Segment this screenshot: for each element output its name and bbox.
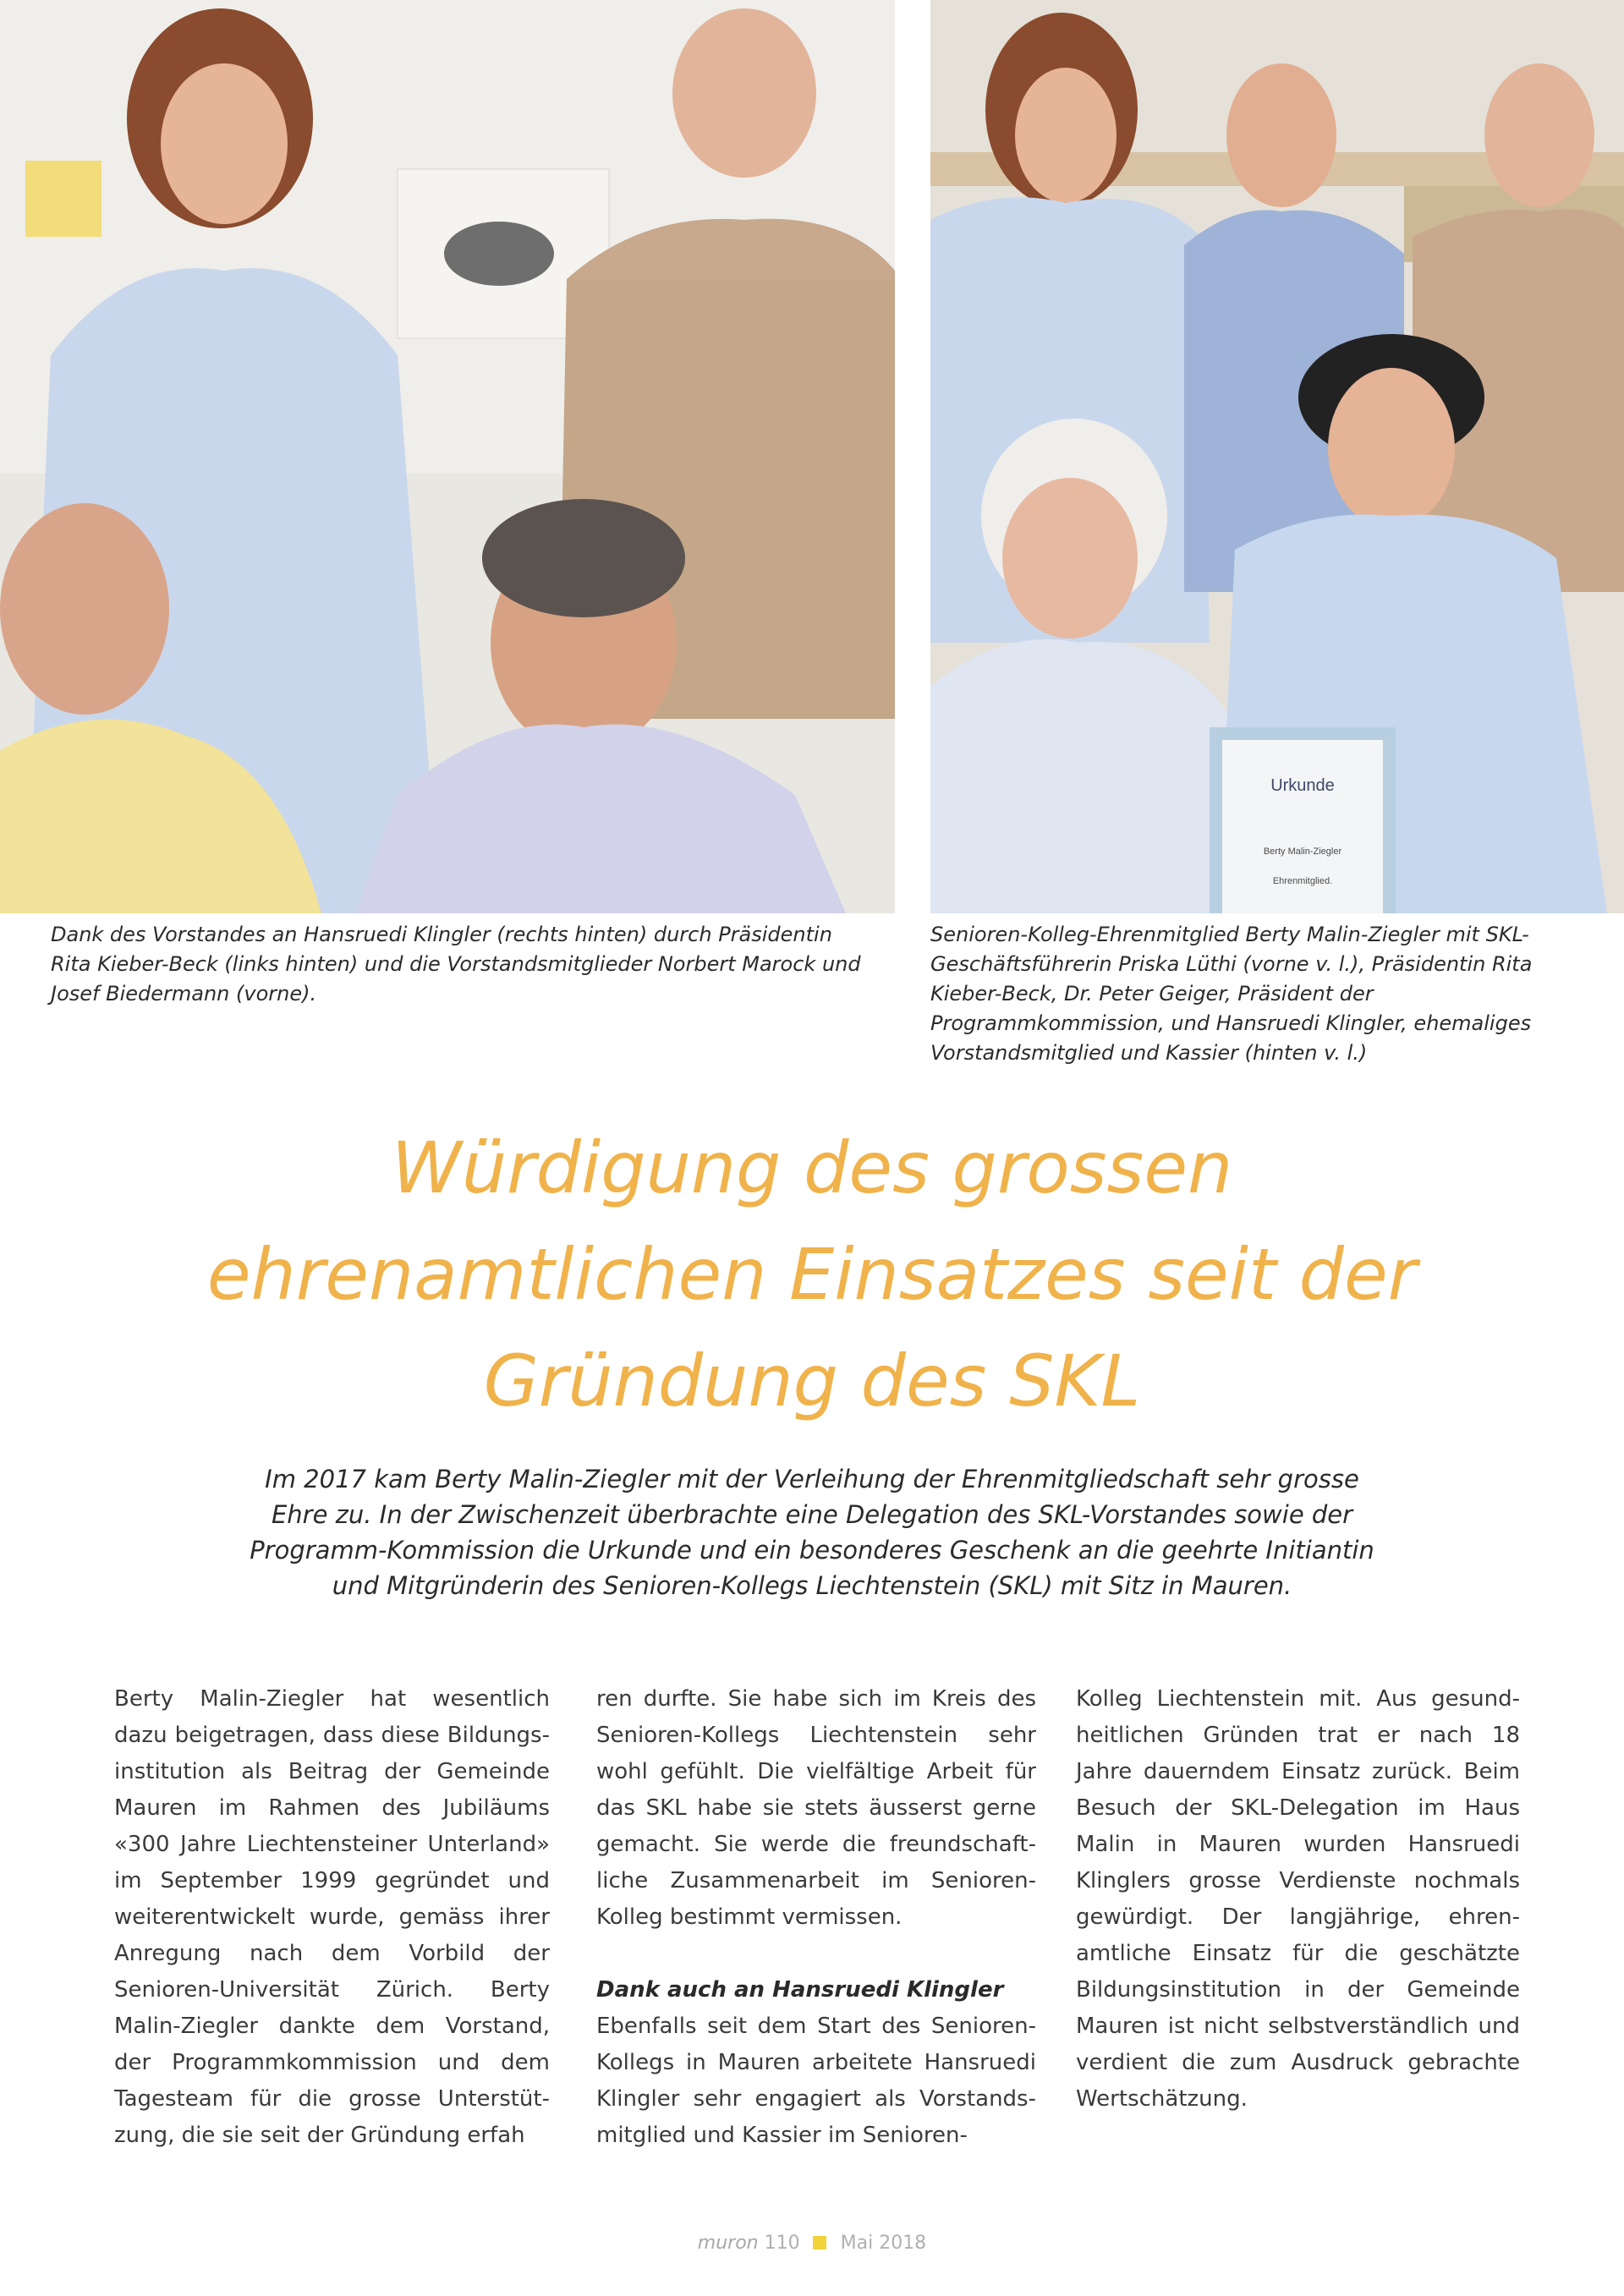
- group-photo-icon: [0, 0, 895, 913]
- body-column-2: [596, 1681, 1036, 2154]
- lead-line-4: und Mitgründerin des Senioren-Kollegs Liechtenstein (SKL) mit Sitz in Mauren.: [332, 1571, 1292, 1600]
- photo-right: [930, 0, 1624, 913]
- article-lead: [178, 1461, 1446, 1603]
- lead-line-3: Programm-Kommission die Urkunde und ein besonderes Geschenk an die geehrte Initiantin: [250, 1536, 1374, 1564]
- issue-number: 110: [764, 2233, 800, 2254]
- certificate-line: Ehrenmitglied.: [1272, 876, 1333, 886]
- headline-line-1: Würdigung des grossen: [391, 1126, 1233, 1209]
- certificate-title: Urkunde: [1270, 776, 1335, 795]
- section-subheading: Dank auch an Hansruedi Klingler: [596, 1977, 1004, 2003]
- certificate-name: Berty Malin-Ziegler: [1263, 847, 1342, 857]
- headline-line-3: Gründung des SKL: [483, 1340, 1141, 1422]
- body-paragraph: Kolleg Liechtenstein mit. Aus gesundheitlichen Gründen trat er nach 18 Jahre dauerndem Einsatz zurück. Beim Besuch der SKL-Delegation im Haus Malin in Mauren wurden Hansruedi Klinglers grosse Verdienste nochmals gewürdigt. Der langjährige, ehrenamtliche Einsatz für die geschätzte Bildungsinstitution in der Gemeinde Mauren ist nicht selbstverständlich und verdient die zum Ausdruck gebrachte Wertschätzung.: [1076, 1686, 1520, 2112]
- caption-right: Senioren-Kolleg-Ehrenmitglied Berty Malin-Ziegler mit SKL-Geschäftsführerin Priska Lüthi (vorne v. l.), Präsidentin Rita Kieber-Beck, Dr. Peter Geiger, Präsident der Programmkommission, und Hansruedi Klingler, ehemaliges Vorstandsmitglied und Kassier (hinten v. l.): [930, 923, 1533, 1065]
- group-photo-icon: [930, 0, 1624, 913]
- article-headline: [102, 1115, 1522, 1434]
- body-paragraph: ren durfte. Sie habe sich im Kreis des Senioren-Kollegs Liechtenstein sehr wohl gefühlt. Die vielfältige Arbeit für das SKL habe sie stets äusserst gerne gemacht. Sie werde die freundschaftliche Zusammenarbeit im Senioren-Kolleg bestimmt vermissen.: [596, 1686, 1036, 1930]
- magazine-brand: muron: [697, 2233, 759, 2254]
- body-column-3: [1076, 1681, 1520, 2118]
- body-paragraph: Ebenfalls seit dem Start des Senioren-Kollegs in Mauren arbeitete Hansruedi Klingler sehr engagiert als Vorstandsmitglied und Kassier im Senioren-: [596, 2014, 1036, 2148]
- caption-left: Dank des Vorstandes an Hansruedi Klingler (rechts hinten) durch Präsidentin Rita Kieber-Beck (links hinten) und die Vorstandsmitglieder Norbert Marock und Josef Biedermann (vorne).: [51, 923, 861, 1006]
- issue-date: Mai 2018: [840, 2233, 927, 2254]
- photo-left: [0, 0, 895, 913]
- body-paragraph: Berty Malin-Ziegler hat wesentlich dazu beigetragen, dass diese Bildungsinstitution als Beitrag der Gemeinde Mauren im Rahmen des Jubiläums «300 Jahre Liechtensteiner Unterland» im September 1999 gegründet und weiterentwickelt wurde, gemäss ihrer Anregung nach dem Vorbild der Senioren-Universität Zürich. Berty Malin-Ziegler dankte dem Vorstand, der Programmkommission und dem Tagesteam für die grosse Unterstützung, die sie seit der Gründung erfah: [114, 1686, 550, 2148]
- page-footer: [0, 2233, 1624, 2254]
- lead-line-2: Ehre zu. In der Zwischenzeit überbrachte eine Delegation des SKL-Vorstandes sowie der: [271, 1500, 1353, 1529]
- body-column-1: [114, 1681, 550, 2154]
- yellow-square-icon: [813, 2236, 826, 2249]
- headline-line-2: ehrenamtlichen Einsatzes seit der: [206, 1233, 1418, 1316]
- lead-line-1: Im 2017 kam Berty Malin-Ziegler mit der Verleihung der Ehrenmitgliedschaft sehr grosse: [265, 1465, 1359, 1493]
